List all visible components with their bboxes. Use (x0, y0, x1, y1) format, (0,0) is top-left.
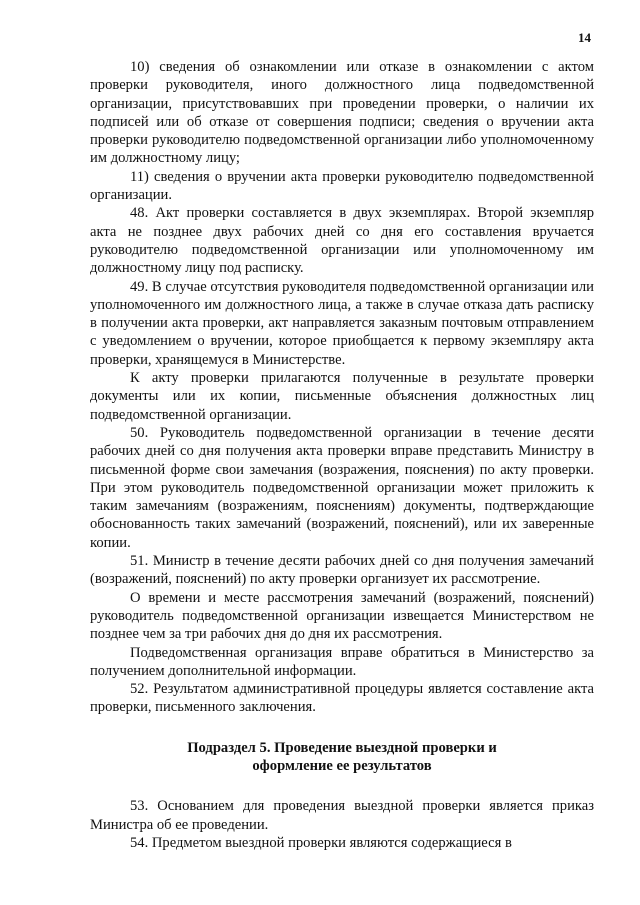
paragraph-item-11: 11) сведения о вручении акта проверки руководителю подведомственной организации. (90, 168, 594, 204)
paragraph-51-info: Подведомственная организация вправе обратиться в Министерство за получением дополнительной информации. (90, 644, 594, 679)
paragraph-item-10: 10) сведения об ознакомлении или отказе в ознакомлении с актом проверки руководителя, иного должностного лица подведомственной организации, присутствовавших при проведении проверки, о наличии их подписей или об отказе от совершения подписи; сведения о вручении акта проверки руководителю подведомственной организации либо уполномоченному им должностному лицу; (90, 59, 594, 167)
paragraph-51-notice: О времени и месте рассмотрения замечаний (возражений, пояснений) руководитель подведомственной организации извещается Министерством не позднее чем за три рабочих дня до дня их рассмотрения. (90, 589, 594, 643)
paragraph-53: 53. Основанием для проведения выездной проверки является приказ Министра об ее проведении. (90, 798, 594, 833)
paragraph-50: 50. Руководитель подведомственной организации в течение десяти рабочих дней со дня получения акта проверки вправе представить Министру в письменной форме свои замечания (возражения, пояснения) по акту проверки. При этом руководитель подведомственной организации может приложить к таким замечаниям (возражениям, пояснениям) документы, подтверждающие обоснованность таких замечаний (возражений, пояснений), или их заверенные копии. (90, 424, 594, 551)
paragraph-52: 52. Результатом административной процедуры является составление акта проверки, письменного заключения. (90, 681, 594, 716)
subsection-heading (90, 739, 594, 776)
paragraph-48: 48. Акт проверки составляется в двух экземплярах. Второй экземпляр акта не позднее двух рабочих дней со дня его составления вручается руководителю подведомственной организации или уполномоченному им должностному лицу под расписку. (90, 205, 594, 277)
page-number: 14 (578, 30, 591, 45)
paragraph-51: 51. Министр в течение десяти рабочих дней со дня получения замечаний (возражений, пояснений) по акту проверки организует их рассмотрение. (90, 553, 594, 588)
subsection-heading-line-2: оформление ее результатов (252, 757, 432, 774)
document-body (90, 58, 594, 852)
subsection-heading-line-1: Подраздел 5. Проведение выездной проверки и (187, 739, 497, 756)
paragraph-49-attachments: К акту проверки прилагаются полученные в результате проверки документы или их копии, письменные объяснения должностных лиц подведомственной организации. (90, 370, 594, 423)
paragraph-54: 54. Предметом выездной проверки являются содержащиеся в (130, 834, 512, 851)
paragraph-49: 49. В случае отсутствия руководителя подведомственной организации или уполномоченного им должностного лица, а также в случае отказа дать расписку в получении акта проверки, акт направляется заказным почтовым отправлением с уведомлением о вручении, которое приобщается к первому экземпляру акта проверки, хранящемуся в Министерстве. (90, 278, 594, 368)
